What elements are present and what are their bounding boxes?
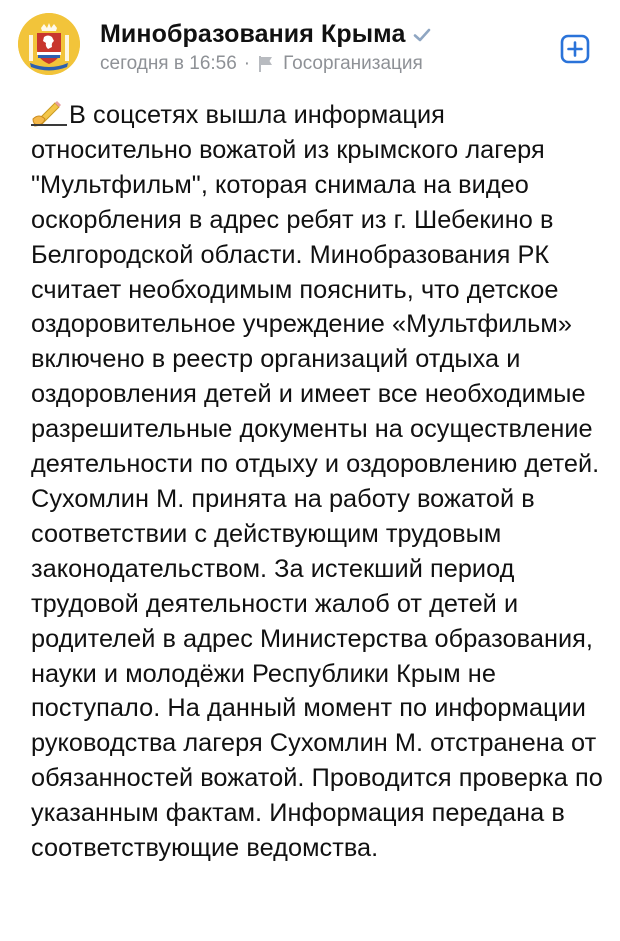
verified-check-icon [412, 25, 432, 45]
post-paragraph [31, 97, 606, 482]
author-name[interactable]: Минобразования Крыма [100, 20, 406, 48]
subscribe-button[interactable] [560, 34, 590, 64]
crimea-emblem-icon[interactable] [18, 13, 80, 75]
post-paragraph-2: Сухомлин М. принята на работу вожатой в соответствии с действующим трудовым законодательством. За истекший период трудовой деятельности жалоб от детей и родителей в адрес Министерства образования, науки и молодёжи Республики Крым не поступало. На данный момент по информации руководства лагеря Сухомлин М. отстранена от обязанностей вожатой. Проводится проверка по указанным фактам. Информация передана в соответствующие ведомства. [31, 484, 603, 863]
post-header [0, 0, 620, 100]
flag-icon [257, 54, 275, 74]
plus-square-icon [560, 34, 590, 64]
meta-separator: · [243, 53, 251, 74]
post-meta [100, 53, 423, 75]
post-paragraph-1: В соцсетях вышла информация относительно вожатой из крымского лагеря "Мультфильм", которая снимала на видео оскорбления в адрес ребят из г. Шебекино в Белгородской области. Минобразования РК считает необходимым пояснить, что детское оздоровительное учреждение «Мультфильм» включено в реестр организаций отдыха и оздоровления детей и имеет все необходимые разрешительные документы на осуществление деятельности по отдыху и оздоровлению детей. [31, 101, 600, 479]
org-type-label: Госорганизация [283, 53, 423, 74]
post-body [31, 97, 606, 866]
writing-hand-icon [31, 97, 69, 127]
post-time[interactable]: сегодня в 16:56 [100, 53, 237, 74]
author-row [100, 20, 432, 49]
